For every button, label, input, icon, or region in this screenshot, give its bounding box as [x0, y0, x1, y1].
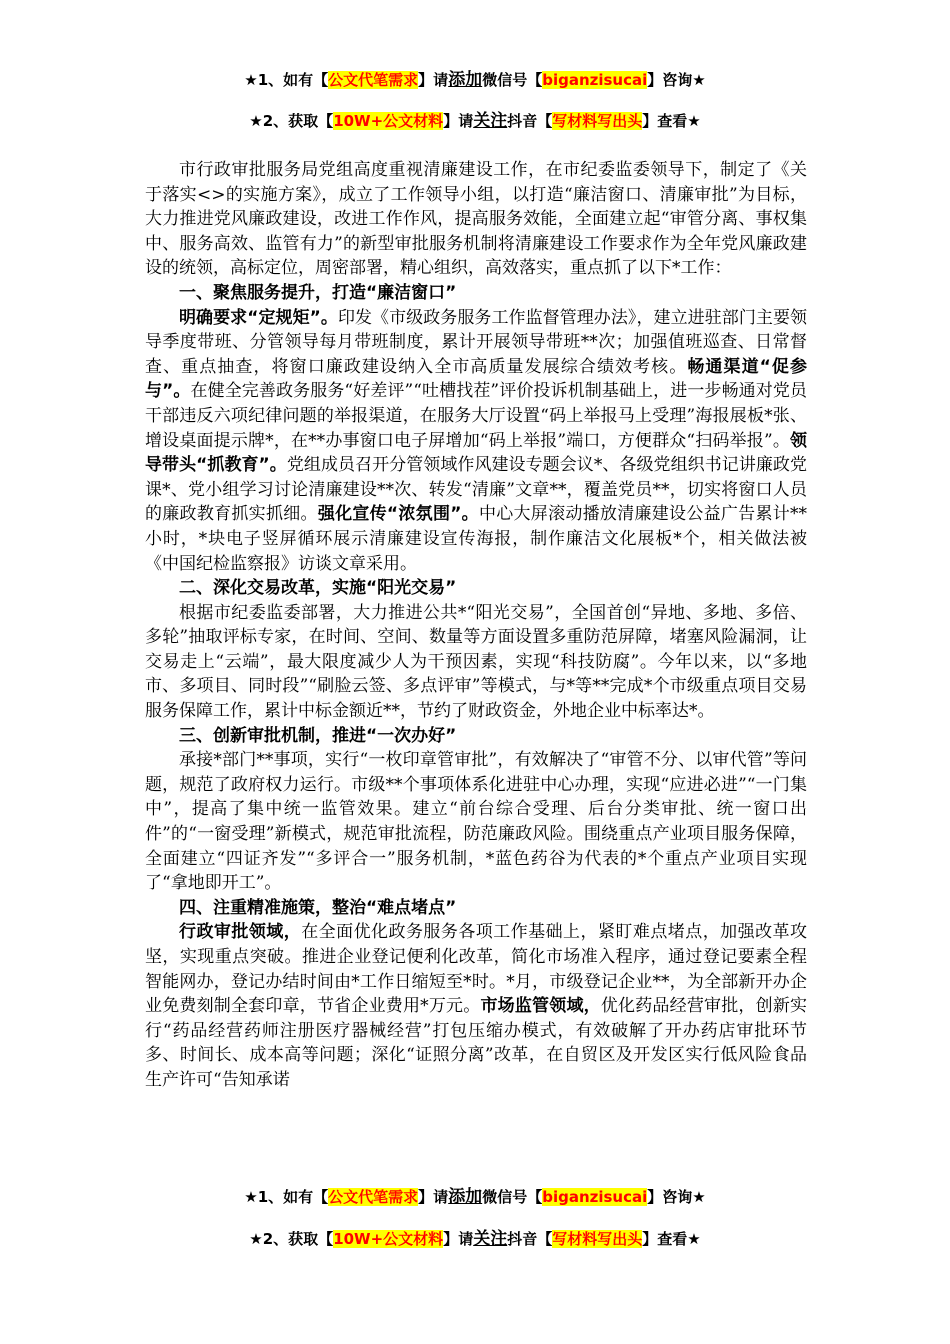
bold-lead: 领导带头“抓教育”。: [145, 430, 807, 476]
promo-mid: 微信号【: [482, 1188, 543, 1206]
promo-mid: 】请: [418, 71, 449, 89]
promo-prefix: ★1、如有【: [244, 71, 329, 89]
bold-lead: 畅通渠道“促参与”。: [145, 356, 807, 402]
promo-line-bottom-2: [0, 1228, 950, 1250]
promo-suffix: 】查看★: [642, 112, 701, 130]
promo-suffix: 】查看★: [642, 1230, 701, 1248]
bold-lead: 市场监管领域，: [480, 996, 601, 1017]
promo-highlight-materials: 10W+公文材料: [333, 1230, 444, 1248]
promo-mid: 】请: [418, 1188, 449, 1206]
bold-lead: 强化宣传“浓氛围”。: [317, 504, 479, 525]
paragraph-text: 中心大屏滚动播放清廉建设公益广告累计**小时，*块电子竖屏循环展示清廉建设宣传海报，制作廉洁文化展板*个，相关做法被《中国纪检监察报》访谈文章采用。: [145, 504, 808, 574]
promo-line-top-1: [0, 69, 950, 91]
promo-emphasis: 添加: [448, 1187, 483, 1207]
bold-lead: 明确要求“定规矩”。: [179, 307, 338, 328]
promo-emphasis: 添加: [448, 70, 483, 90]
bold-lead: 行政审批领域，: [179, 922, 302, 943]
paragraph-text: 印发《市级政务服务工作监督管理办法》，建立进驻部门主要领导季度带班、分管领导每月带班制度，累计开展领导带班**次；加强值班巡查、日常督查、重点抽查，将窗口廉政建设纳入全市高质量发展综合绩效考核。: [145, 307, 807, 377]
article-body: [145, 158, 807, 1093]
promo-prefix: ★1、如有【: [244, 1188, 329, 1206]
promo-mid: 】请: [443, 1230, 474, 1248]
section-heading-2: 二、深化交易改革，实施“阳光交易”: [179, 578, 457, 599]
paragraph-text: 党组成员召开分管领域作风建设专题会议*、各级党组织书记讲廉政党课*、党小组学习讨论清廉建设**次、转发“清廉”文章**，覆盖党员**，切实将窗口人员的廉政教育抓实抓细。: [145, 455, 807, 525]
promo-highlight-account: biganzisucai: [542, 71, 648, 89]
promo-highlight-account: 写材料写出头: [552, 112, 643, 130]
paragraph-text: 在健全完善政务服务“好差评”“吐槽找茬”评价投诉机制基础上，进一步畅通对党员干部违反六项纪律问题的举报渠道，在服务大厅设置“码上举报马上受理”海报展板*张、增设桌面提示牌*，在**办事窗口电子屏增加“码上举报”端口，方便群众“扫码举报”。: [145, 381, 807, 451]
section-heading-3: 三、创新审批机制，推进“一次办好”: [179, 725, 457, 746]
promo-highlight-service: 公文代笔需求: [328, 71, 419, 89]
promo-line-top-2: [0, 110, 950, 132]
promo-mid: 微信号【: [482, 71, 543, 89]
section-1-paragraph: [145, 306, 807, 577]
promo-line-bottom-1: [0, 1186, 950, 1208]
promo-highlight-materials: 10W+公文材料: [333, 112, 444, 130]
promo-highlight-account: 写材料写出头: [552, 1230, 643, 1248]
promo-prefix: ★2、获取【: [249, 112, 334, 130]
section-heading-1: 一、聚焦服务提升，打造“廉洁窗口”: [179, 282, 457, 303]
paragraph-text: 优化药品经营审批，创新实行“药品经营药师注册医疗器械经营”打包压缩办模式，有效破解了开办药店审批环节多、时间长、成本高等问题；深化“证照分离”改革，在自贸区及开发区实行低风险食品生产许可“告知承诺: [145, 996, 808, 1090]
promo-highlight-service: 公文代笔需求: [328, 1188, 419, 1206]
promo-mid: 】请: [443, 112, 474, 130]
section-4-paragraph: [145, 920, 807, 1092]
paragraph-text: 在全面优化政务服务各项工作基础上，紧盯难点堵点，加强改革攻坚，实现重点突破。推进企业登记便利化改革，简化市场准入程序，通过登记要素全程智能网办，登记办结时间由*工作日缩短至*时。*月，市级登记企业**，为全部新开办企业免费刻制全套印章，节省企业费用*万元。: [145, 922, 808, 1017]
promo-suffix: 】咨询★: [647, 71, 706, 89]
section-3-paragraph: 承接*部门**事项，实行“一枚印章管审批”，有效解决了“审管不分、以审代管”等问题，规范了政府权力运行。市级**个事项体系化进驻中心办理，实现“应进必进”“一门集中”，提高了集中统一监管效果。建立“前台综合受理、后台分类审批、统一窗口出件”的“一窗受理”新模式，规范审批流程，防范廉政风险。围绕重点产业项目服务保障，全面建立“四证齐发”“多评合一”服务机制，*蓝色药谷为代表的*个重点产业项目实现了“拿地即开工”。: [145, 750, 807, 894]
promo-mid: 抖音【: [507, 1230, 553, 1248]
promo-highlight-account: biganzisucai: [542, 1188, 648, 1206]
section-2-paragraph: 根据市纪委监委部署，大力推进公共*“阳光交易”，全国首创“异地、多地、多倍、多轮”抽取评标专家，在时间、空间、数量等方面设置多重防范屏障，堵塞风险漏洞，让交易走上“云端”，最大限度减少人为干预因素，实现“科技防腐”。今年以来，以“多地市、多项目、同时段”“刷脸云签、多点评审”等模式，与*等**完成*个市级重点项目交易服务保障工作，累计中标金额近**，节约了财政资金，外地企业中标率达*。: [145, 602, 807, 722]
intro-paragraph: 市行政审批服务局党组高度重视清廉建设工作，在市纪委监委领导下，制定了《关于落实<>的实施方案》，成立了工作领导小组，以打造“廉洁窗口、清廉审批”为目标，大力推进党风廉政建设，改进工作作风，提高服务效能，全面建立起“审管分离、事权集中、服务高效、监管有力”的新型审批服务机制将清廉建设工作要求作为全年党风廉政建设的统领，高标定位，周密部署，精心组织，高效落实，重点抓了以下*工作：: [145, 160, 807, 279]
promo-suffix: 】咨询★: [647, 1188, 706, 1206]
promo-emphasis: 关注: [473, 111, 508, 131]
promo-prefix: ★2、获取【: [249, 1230, 334, 1248]
promo-emphasis: 关注: [473, 1229, 508, 1249]
section-heading-4: 四、注重精准施策，整治“难点堵点”: [179, 897, 457, 918]
promo-mid: 抖音【: [507, 112, 553, 130]
